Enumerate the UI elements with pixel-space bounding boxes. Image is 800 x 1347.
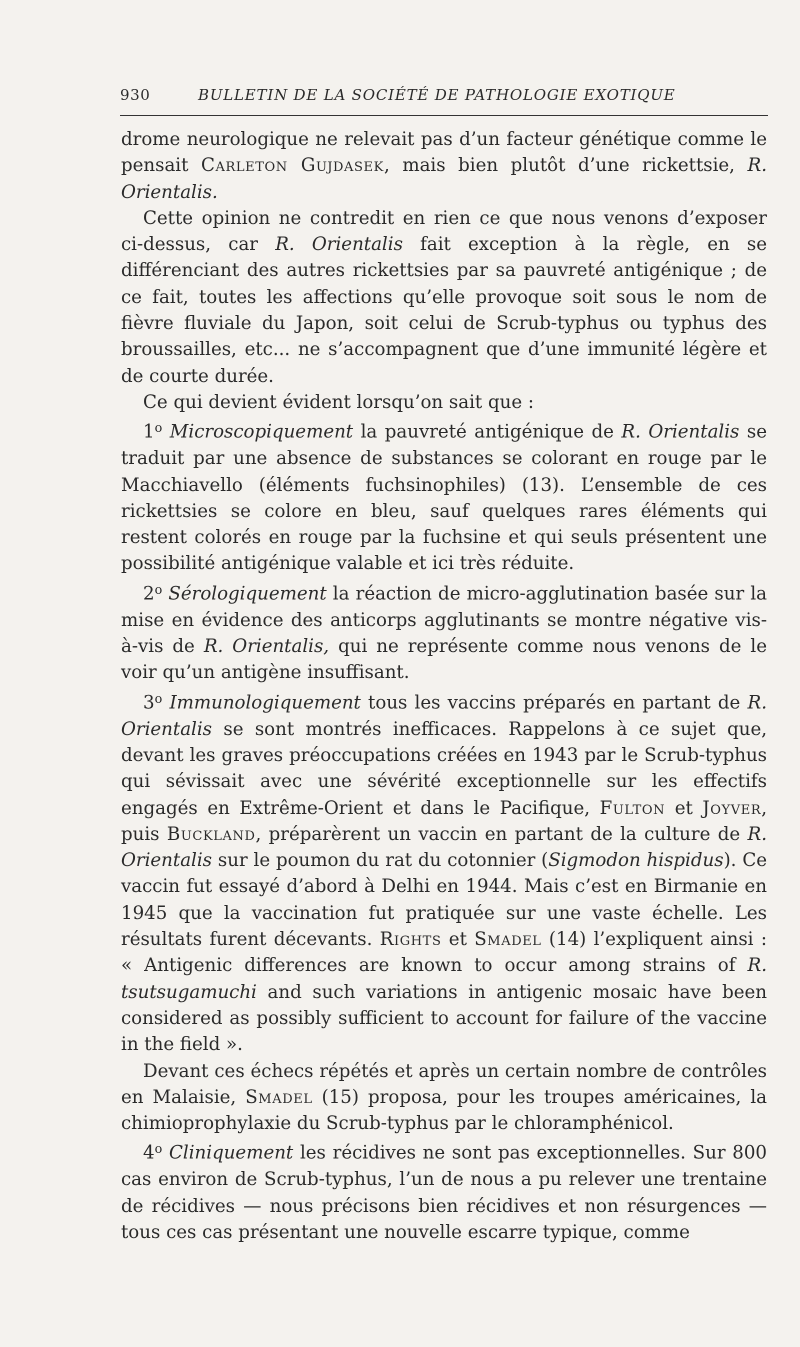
- text: et: [441, 929, 475, 951]
- author-name: Rights: [379, 929, 442, 951]
- author-name: Smadel: [245, 1086, 313, 1108]
- organism-name: R. Orientalis: [621, 421, 740, 443]
- running-head: BULLETIN DE LA SOCIÉTÉ DE PATHOLOGIE EXOTIQUE: [198, 86, 676, 104]
- text: and such variations in antigenic mosaic have been considered as possibly sufficient to account for failure of the vaccine in the field ».: [121, 981, 767, 1056]
- ordinal-superscript: o: [154, 582, 163, 598]
- article-body: [121, 127, 767, 1246]
- organism-name: R. tsutsugamuchi: [121, 955, 767, 1003]
- text: Cette opinion ne contredit en rien ce que nous venons d’exposer ci-dessus, car: [121, 207, 767, 256]
- organism-name: R. Orientalis,: [203, 636, 330, 658]
- organism-name: R. Orientalis: [121, 823, 767, 872]
- organism-name: R. Orientalis: [275, 234, 403, 256]
- author-name: Carleton Gujdasek: [201, 155, 384, 177]
- paragraph-6: [121, 687, 767, 1059]
- text: , puis: [121, 797, 767, 845]
- paragraph-2: [121, 206, 767, 390]
- text: ). Ce vaccin fut essayé d’abord à Delhi en 1944. Mais c’est en Birmanie en 1945 que la vaccination fut pratiquée sur une vaste échelle. Les résultats furent décevants.: [121, 850, 768, 951]
- ordinal-superscript: o: [154, 421, 163, 437]
- page-header: [120, 86, 770, 104]
- item-number: 3: [143, 692, 155, 714]
- text: Devant ces échecs répétés et après un certain nombre de contrôles en Malaisie,: [121, 1060, 767, 1108]
- ordinal-superscript: o: [154, 1142, 163, 1158]
- author-name: Smadel: [474, 929, 542, 951]
- author-name: Fulton: [599, 797, 666, 819]
- organism-name: Sigmodon hispidus: [548, 850, 724, 872]
- item-heading: Cliniquement: [169, 1143, 294, 1165]
- text: (15) proposa, pour les troupes américaines, la chimioprophylaxie du Scrub-typhus par le chloramphénicol.: [121, 1086, 767, 1135]
- item-number: 4: [143, 1143, 155, 1165]
- organism-name: R. Orientalis: [121, 692, 767, 740]
- ordinal-superscript: o: [154, 691, 163, 707]
- text: se traduit par une absence de substances se colorant en rouge par le Macchiavello (éléments fuchsinophiles) (13). L’ensemble de ces rickettsies se colore en bleu, sauf quelques rares éléments qui restent colorés en rouge par la fuchsine et qui seuls présentent une possibilité antigénique valable et ici très réduite.: [121, 421, 767, 575]
- text: drome neurologique ne relevait pas d’un facteur génétique comme le pensait: [121, 129, 767, 177]
- author-name: Buckland: [166, 823, 256, 845]
- paragraph-7: [121, 1059, 767, 1138]
- item-heading: Sérologiquement: [168, 583, 327, 605]
- text: les récidives ne sont pas exceptionnelles. Sur 800 cas environ de Scrub-typhus, l’un de nous a pu relever une trentaine de récidives — nous précisons bien récidives et non résurgences — tous ces cas présentant une nouvelle escarre typique, comme: [121, 1143, 767, 1244]
- item-heading: Microscopiquement: [169, 421, 354, 443]
- text: et: [665, 797, 703, 819]
- text: tous les vaccins préparés en partant de: [360, 692, 748, 714]
- item-number: 1: [143, 421, 155, 443]
- organism-name: R. Orientalis.: [121, 155, 768, 203]
- paragraph-3: [121, 390, 767, 416]
- paragraph-4: [121, 416, 767, 578]
- text: sur le poumon du rat du cotonnier (: [212, 850, 549, 872]
- page-number: 930: [120, 86, 151, 104]
- paragraph-1: [121, 127, 767, 206]
- author-name: Joyver: [702, 797, 762, 819]
- text: , préparèrent un vaccin en partant de la culture de: [255, 823, 748, 845]
- text: se sont montrés inefficaces. Rappelons à ce sujet que, devant les graves préoccupations créées en 1943 par le Scrub-typhus qui sévissait avec une sévérité exceptionnelle sur les effectifs engagés en Extrême-Orient et dans le Pacifique,: [121, 718, 767, 819]
- text: (14) l’expliquent ainsi : « Antigenic differences are known to occur among strains of: [121, 929, 767, 977]
- text: qui ne représente comme nous venons de le voir qu’un antigène insuffisant.: [121, 636, 767, 684]
- item-number: 2: [143, 583, 155, 605]
- text: fait exception à la règle, en se différenciant des autres rickettsies par sa pauvreté antigénique ; de ce fait, toutes les affections qu’elle provoque soit sous le nom de fièvre fluviale du Japon, soit celui de Scrub-typhus ou typhus des broussailles, etc... ne s’accompagnent que d’une immunité légère et de courte durée.: [121, 234, 768, 387]
- text: la pauvreté antigénique de: [353, 421, 622, 443]
- text: Ce qui devient évident lorsqu’on sait que :: [143, 391, 535, 413]
- header-rule: [120, 115, 768, 116]
- item-heading: Immunologiquement: [169, 692, 361, 714]
- paragraph-8: [121, 1137, 767, 1246]
- text: la réaction de micro-agglutination basée sur la mise en évidence des anticorps agglutinants se montre négative vis-à-vis de: [121, 583, 767, 658]
- text: , mais bien plutôt d’une rickettsie,: [383, 155, 748, 177]
- paragraph-5: [121, 578, 767, 687]
